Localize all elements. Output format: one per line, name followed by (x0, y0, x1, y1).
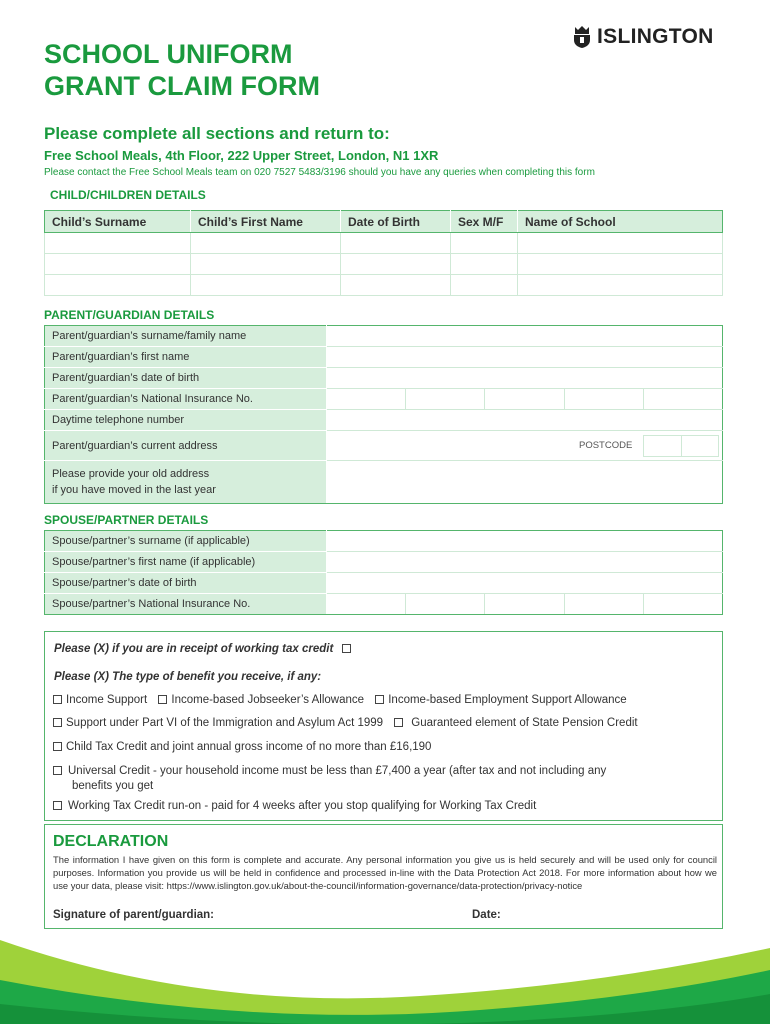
child-details-table (44, 210, 723, 296)
parent-address-input[interactable] (327, 431, 723, 461)
wtc-question-text: Please (X) if you are in receipt of working tax credit (54, 643, 334, 655)
benefit-row-4 (53, 764, 606, 794)
spouse-details-table (44, 530, 723, 615)
table-header-row (45, 211, 723, 233)
old-address-line-1: Please provide your old address (52, 468, 210, 480)
child-school-input[interactable] (518, 254, 723, 275)
col-surname: Child’s Surname (45, 211, 191, 233)
col-dob: Date of Birth (341, 211, 451, 233)
child-dob-input[interactable] (341, 275, 451, 296)
benefit-row-1 (53, 694, 627, 706)
parent-surname-label: Parent/guardian’s surname/family name (45, 326, 327, 347)
old-address-line-2: if you have moved in the last year (52, 484, 216, 496)
universal-credit-label-2: benefits you get (72, 780, 154, 792)
table-row (45, 233, 723, 254)
date-label: Date: (472, 909, 501, 921)
declaration-section (44, 824, 723, 929)
child-first-name-input[interactable] (191, 275, 341, 296)
jsa-checkbox[interactable] (158, 695, 167, 704)
income-support-checkbox[interactable] (53, 695, 62, 704)
child-tax-credit-label: Child Tax Credit and joint annual gross income of no more than £16,190 (66, 741, 432, 753)
declaration-heading: DECLARATION (53, 833, 169, 850)
spouse-surname-label: Spouse/partner’s surname (if applicable) (45, 531, 327, 552)
parent-details-table (44, 325, 723, 504)
table-row (45, 254, 723, 275)
benefit-row-5 (53, 800, 536, 812)
declaration-text: The information I have given on this form is complete and accurate. Any personal information you give us is held securely and will be used only for council purposes. Information you provide us will be held in confidence and processed in-line with the Data Protection Act 2018. For more information about how we use your data, please visit: https://www.islington.gov.uk/about-the-council/information-governance/data-protection/privacy-notice (53, 854, 717, 891)
pension-credit-label: Guaranteed element of State Pension Credit (411, 717, 638, 729)
spouse-ni-input[interactable] (327, 594, 723, 615)
esa-checkbox[interactable] (375, 695, 384, 704)
islington-logo (571, 24, 714, 50)
spouse-dob-label: Spouse/partner’s date of birth (45, 573, 327, 594)
child-sex-input[interactable] (451, 233, 518, 254)
wtc-checkbox[interactable] (342, 644, 351, 653)
income-support-label: Income Support (66, 694, 148, 706)
child-surname-input[interactable] (45, 275, 191, 296)
title-line-2: GRANT CLAIM FORM (44, 71, 320, 101)
child-first-name-input[interactable] (191, 254, 341, 275)
benefit-row-2 (53, 717, 638, 729)
wtc-runon-checkbox[interactable] (53, 801, 62, 810)
col-first-name: Child’s First Name (191, 211, 341, 233)
signature-label: Signature of parent/guardian: (53, 909, 215, 921)
asylum-support-label: Support under Part VI of the Immigration and Asylum Act 1999 (66, 717, 384, 729)
child-school-input[interactable] (518, 275, 723, 296)
child-dob-input[interactable] (341, 233, 451, 254)
parent-phone-input[interactable] (327, 410, 723, 431)
col-school: Name of School (518, 211, 723, 233)
spouse-first-name-label: Spouse/partner’s first name (if applicable) (45, 552, 327, 573)
wtc-runon-label: Working Tax Credit run-on - paid for 4 weeks after you stop qualifying for Working Tax Credit (68, 800, 537, 812)
benefit-type-question: Please (X) The type of benefit you receive, if any: (54, 671, 322, 683)
form-title (44, 38, 320, 102)
old-address-label (45, 461, 327, 504)
parent-ni-label: Parent/guardian’s National Insurance No. (45, 389, 327, 410)
child-dob-input[interactable] (341, 254, 451, 275)
child-tax-credit-checkbox[interactable] (53, 742, 62, 751)
logo-text: ISLINGTON (597, 25, 714, 48)
return-address: Free School Meals, 4th Floor, 222 Upper Street, London, N1 1XR (44, 148, 439, 163)
pension-credit-checkbox[interactable] (394, 718, 403, 727)
child-section-heading: CHILD/CHILDREN DETAILS (50, 188, 206, 202)
decorative-swoosh (0, 940, 770, 1024)
postcode-label: POSTCODE (579, 440, 633, 451)
crest-icon (571, 25, 593, 49)
universal-credit-checkbox[interactable] (53, 766, 62, 775)
child-first-name-input[interactable] (191, 233, 341, 254)
parent-dob-label: Parent/guardian’s date of birth (45, 368, 327, 389)
col-sex: Sex M/F (451, 211, 518, 233)
parent-section-heading: PARENT/GUARDIAN DETAILS (44, 308, 215, 322)
spouse-first-name-input[interactable] (327, 552, 723, 573)
parent-phone-label: Daytime telephone number (45, 410, 327, 431)
spouse-surname-input[interactable] (327, 531, 723, 552)
benefit-row-3 (53, 741, 431, 753)
esa-label: Income-based Employment Support Allowance (388, 694, 627, 706)
parent-dob-input[interactable] (327, 368, 723, 389)
table-row (45, 275, 723, 296)
benefits-section (44, 631, 723, 821)
universal-credit-label: Universal Credit - your household income must be less than £7,400 a year (after tax and not including any (68, 765, 607, 777)
asylum-support-checkbox[interactable] (53, 718, 62, 727)
child-sex-input[interactable] (451, 275, 518, 296)
child-surname-input[interactable] (45, 254, 191, 275)
parent-first-name-input[interactable] (327, 347, 723, 368)
child-school-input[interactable] (518, 233, 723, 254)
intro-heading: Please complete all sections and return to: (44, 124, 390, 143)
jsa-label: Income-based Jobseeker’s Allowance (171, 694, 365, 706)
spouse-ni-label: Spouse/partner’s National Insurance No. (45, 594, 327, 615)
child-sex-input[interactable] (451, 254, 518, 275)
title-line-1: SCHOOL UNIFORM (44, 39, 293, 69)
spouse-section-heading: SPOUSE/PARTNER DETAILS (44, 513, 209, 527)
child-surname-input[interactable] (45, 233, 191, 254)
contact-note: Please contact the Free School Meals team on 020 7527 5483/3196 should you have any queries when completing this form (44, 167, 595, 178)
parent-first-name-label: Parent/guardian’s first name (45, 347, 327, 368)
old-address-input[interactable] (327, 461, 723, 504)
working-tax-credit-question (54, 643, 355, 655)
parent-address-label: Parent/guardian’s current address (45, 431, 327, 461)
parent-ni-input[interactable] (327, 389, 723, 410)
spouse-dob-input[interactable] (327, 573, 723, 594)
parent-surname-input[interactable] (327, 326, 723, 347)
